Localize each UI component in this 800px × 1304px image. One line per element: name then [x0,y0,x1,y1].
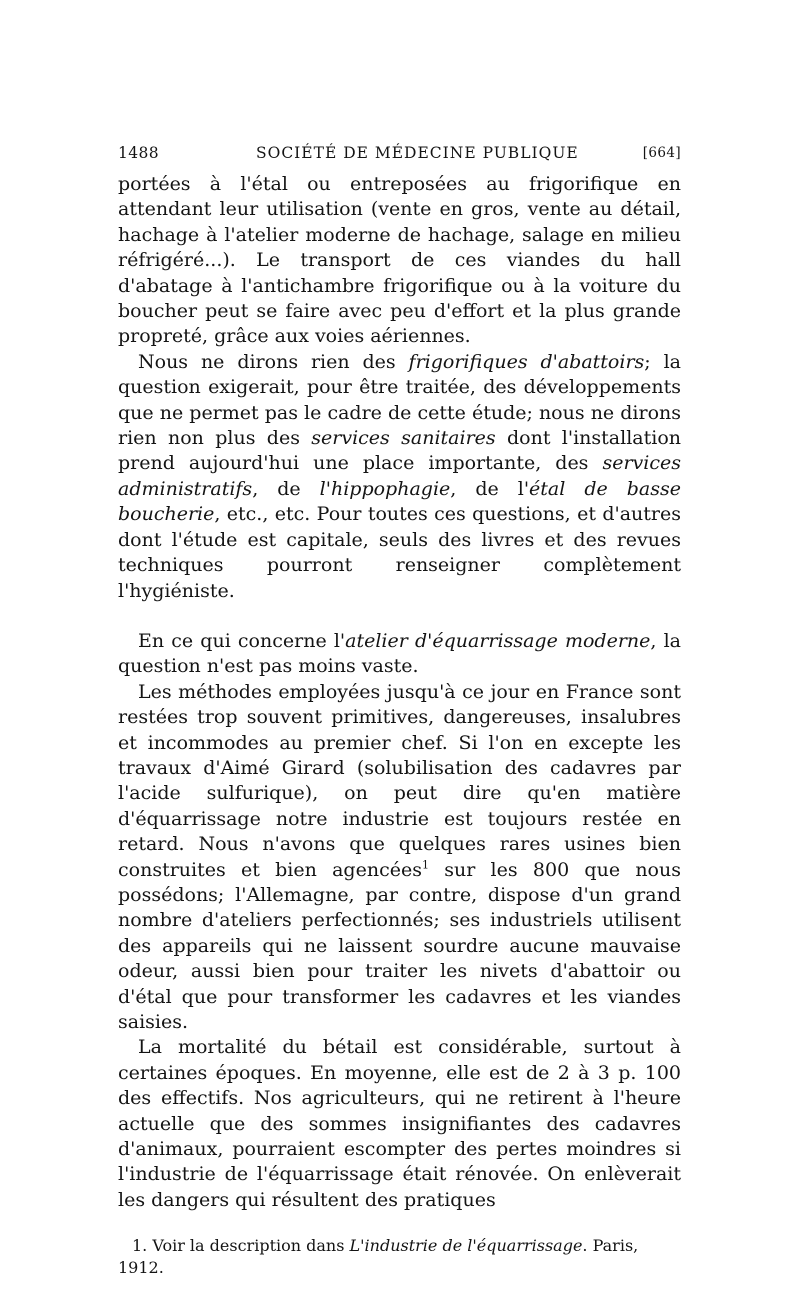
paragraph-text: En ce qui concerne l' [138,629,346,652]
italic-term: l'hippophagie [319,477,451,500]
bracket-number: [664] [642,145,681,161]
paragraph-text: ; la question exigerait, pour être traitée, des développements que ne permet pas le cadre de cette étude; nous ne dirons rien non plus des [118,350,681,450]
paragraph-text: , la question n'est pas moins vaste. [118,629,681,678]
body-text [118,172,681,1213]
paragraph-text: dont l'installation prend aujourd'hui une place importante, des [118,427,681,475]
italic-term: atelier d'équarrissage moderne [345,629,651,652]
running-header [118,140,681,166]
paragraph-1 [118,172,681,350]
paragraph-5 [118,1035,681,1213]
italic-term: étal de basse boucherie [118,477,681,526]
paragraph-text: , de [252,477,320,500]
paragraph-text: sur les 800 que nous possédons; l'Allemagne, par contre, dispose d'un grand nombre d'ateliers perfectionnés; ses industriels utilisent des appareils qui ne laissent sourdre aucune mauvaise odeur, aussi bien pour traiter les nivets d'abattoir ou d'étal que pour transformer les cadavres et les viandes saisies. [118,858,681,1033]
footnote [118,1235,681,1279]
paragraph-2 [118,350,681,604]
paragraph-3 [118,629,681,680]
paragraph-text: Les méthodes employées jusqu'à ce jour en France sont restées trop souvent primitives, dangereuses, insalubres et incommodes au premier chef. Si l'on en excepte les travaux d'Aimé Girard (solubilisation des cadavres par l'acide sulfurique), on peut dire qu'en matière d'équarrissage notre industrie est toujours restée en retard. Nous n'avons que quelques rares usines bien construites et bien agencées [118,680,681,881]
paragraph-4 [118,680,681,1036]
paragraph-text: , de l' [450,477,530,500]
footnote-text-end: . Paris, 1912. [118,1236,639,1278]
italic-term: frigorifiques d'abattoirs [408,350,645,373]
paragraph-text: Nous ne dirons rien des [138,350,409,373]
footnote-text: Voir la description dans [152,1236,350,1256]
footnote-marker: 1. [132,1236,148,1256]
page-number: 1488 [118,144,160,162]
italic-term: services sanitaires [311,427,496,450]
book-page [118,140,681,1279]
footnote-reference: 1 [421,858,429,872]
italic-term: services administratifs [118,452,681,500]
paragraph-text: portées à l'étal ou entreposées au frigorifique en attendant leur utilisation (vente en gros, vente au détail, hachage à l'atelier moderne de hachage, salage en milieu réfrigéré...). Le transport de ces viandes du hall d'abatage à l'antichambre frigorifique ou à la voiture du boucher peut se faire avec peu d'effort et la plus grande propreté, grâce aux voies aériennes. [118,173,681,348]
paragraph-text: , etc., etc. Pour toutes ces questions, et d'autres dont l'étude est capitale, seuls des livres et des revues techniques pourront renseigner complètement l'hygiéniste. [118,503,681,602]
paragraph-text: La mortalité du bétail est considérable, surtout à certaines époques. En moyenne, elle est de 2 à 3 p. 100 des effectifs. Nos agriculteurs, qui ne retirent à l'heure actuelle que des sommes insignifiantes des cadavres d'animaux, pourraient escompter des pertes moindres si l'industrie de l'équarrissage était rénovée. On enlèverait les dangers qui résultent des pratiques [118,1036,681,1211]
running-title: SOCIÉTÉ DE MÉDECINE PUBLIQUE [256,144,579,162]
footnote-book-title: L'industrie de l'équarrissage [349,1236,583,1256]
